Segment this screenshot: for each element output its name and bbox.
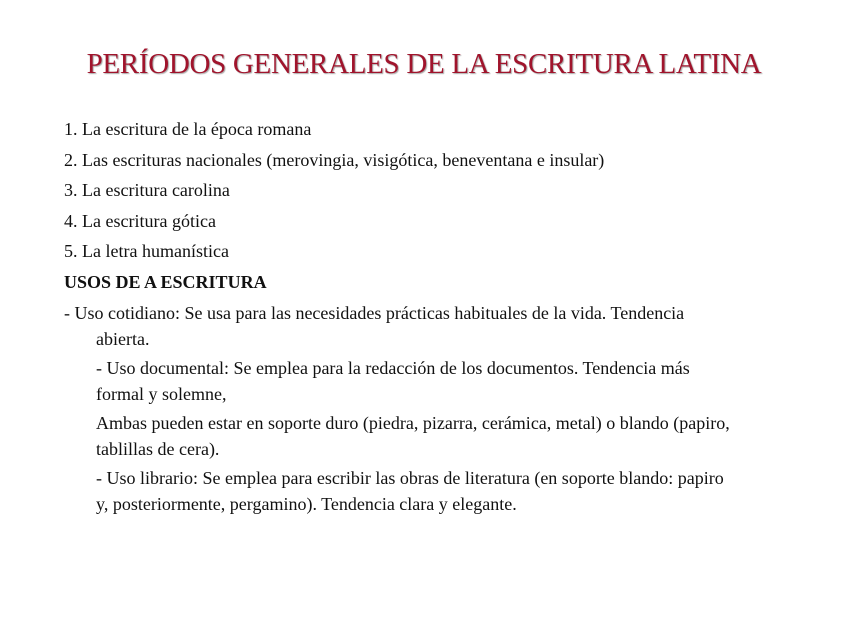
use-cotidiano-line-2: abierta. — [96, 328, 150, 349]
use-librario-line-1: - Uso librario: Se emplea para escribir las obras de literatura (en soporte blando: papiro — [96, 467, 724, 488]
use-soporte-line-2: tablillas de cera). — [96, 438, 220, 459]
use-documental-line-2: formal y solemne, — [96, 383, 227, 404]
slide-title: PERÍODOS GENERALES DE LA ESCRITURA LATINA — [86, 48, 762, 80]
uses-heading: USOS DE A ESCRITURA — [64, 271, 267, 292]
use-soporte-line-1: Ambas pueden estar en soporte duro (piedra, pizarra, cerámica, metal) o blando (papiro, — [96, 412, 730, 433]
period-item-3: 3. La escritura carolina — [64, 180, 230, 201]
use-soporte — [64, 410, 846, 462]
period-item-5: 5. La letra humanística — [64, 241, 229, 262]
use-documental — [64, 355, 846, 407]
use-librario-line-2: y, posteriormente, pergamino). Tendencia clara y elegante. — [96, 493, 517, 514]
slide-body — [64, 116, 846, 520]
period-item-1: 1. La escritura de la época romana — [64, 119, 312, 139]
use-librario — [64, 465, 846, 517]
use-cotidiano — [64, 300, 846, 352]
period-item-2: 2. Las escrituras nacionales (merovingia, visigótica, beneventana e insular) — [64, 149, 605, 170]
period-item-4: 4. La escritura gótica — [64, 210, 216, 231]
use-documental-line-1: - Uso documental: Se emplea para la redacción de los documentos. Tendencia más — [96, 357, 690, 378]
use-cotidiano-line-1: - Uso cotidiano: Se usa para las necesidades prácticas habituales de la vida. Tendencia — [64, 302, 685, 323]
